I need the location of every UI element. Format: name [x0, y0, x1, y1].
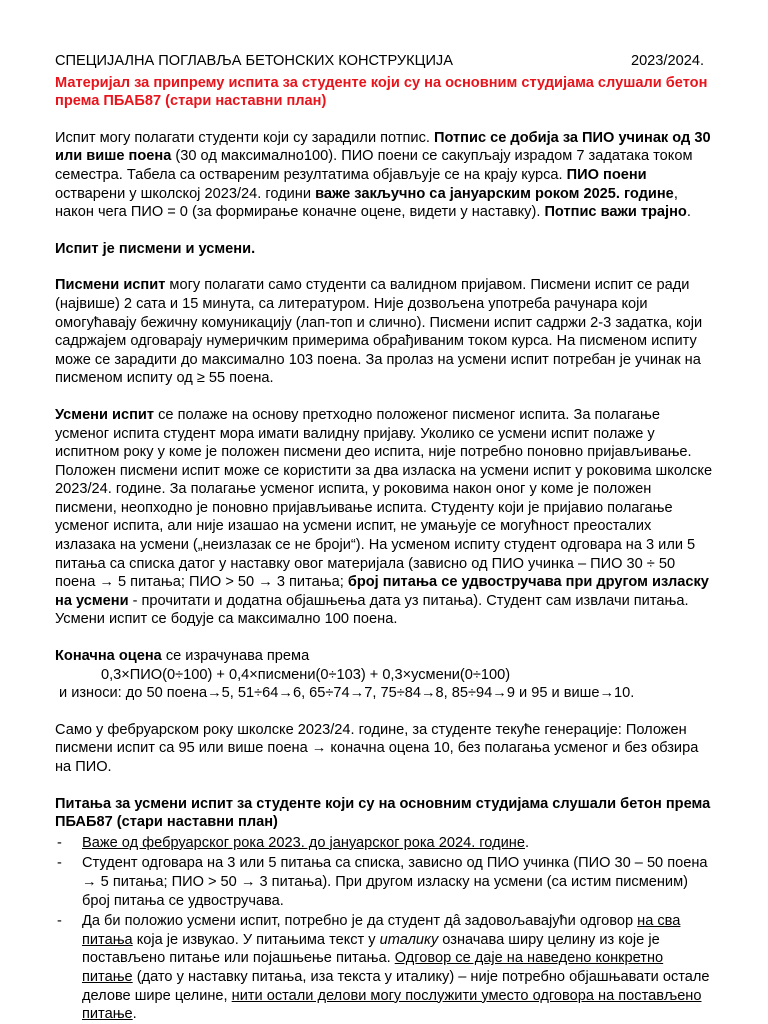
intro-text-5: . [686, 204, 691, 221]
oral-exam-text-1: се полаже на основу претходно положеног писменог испита. За полагање усменог испита студент мора имати валидну пријаву. Уколико се усмени испит полаже у испитном року у коме је положен писмени део испита, није потребно поновно пријављивање. Положен писмени испит може се користити за два изласка на усмени испит у роковима школске 2023/24. године. За полагање усменог испита, у роковима након оног у коме је положен писмени, неопходно је поновно пријављивање испита. Студенту који је пријавио полагање усменог испита, али није изашао на усмени испит, не умањује се могућност преосталих излазака на усмени („неизлазак се не броји“). На усменом испиту студент одговара на 3 или 5 питања са списка датог у наставку овог материјала (зависно од ПИО учинка – ПИО 30 ÷ 50 поена → 5 питања; ПИО > 50 → 3 питања; [55, 406, 713, 591]
written-exam-paragraph [55, 276, 714, 388]
questions-notes-list [55, 834, 714, 1024]
final-grade-label: Коначна оцена [55, 648, 162, 665]
final-grade-section [55, 647, 714, 703]
pass-rule-underline-3: нити остали делови могу послужити уместо одговора на постављено питање [82, 987, 702, 1023]
academic-year: 2023/2024. [630, 53, 704, 69]
final-grade-formula: 0,3×ПИО(0÷100) + 0,4×писмени(0÷103) + 0,3×усмени(0÷100) [101, 666, 511, 683]
intro-text-1: Испит могу полагати студенти који су зарадили потпис. [55, 129, 434, 146]
oral-exam-label: Усмени испит [55, 406, 155, 423]
course-title: СПЕЦИЈАЛНА ПОГЛАВЉА БЕТОНСКИХ КОНСТРУКЦИЈА [55, 53, 453, 69]
validity-period-end: . [524, 834, 530, 851]
questions-heading [55, 795, 714, 832]
oral-exam-paragraph [55, 406, 714, 629]
intro-text-2: (30 од максимално100). ПИО поени се сакупљају израдом 7 задатака током семестра. Табела са оствареним резултатима објављује се на крају курса. [55, 148, 693, 183]
oral-exam-bold: број питања се удвостручава при другом изласку на усмени [55, 574, 709, 609]
written-exam-label: Писмени испит [55, 277, 166, 294]
pass-rule-italic: италику [379, 931, 439, 948]
validity-period: Важе од фебруарског рока 2023. до јануарског рока 2024. године [82, 834, 525, 851]
list-item [55, 854, 714, 910]
intro-bold-1: Потпис се добија за ПИО учинак од 30 или више поена [55, 129, 711, 165]
intro-text-3: остварени у школској 2023/24. години [55, 185, 316, 202]
document-header [55, 52, 714, 71]
questions-heading-text: Питања за усмени испит за студенте који су на основним студијама слушали бетон према ПБАБ87 (стари наставни план) [55, 795, 711, 831]
list-item [55, 912, 714, 1024]
questions-section [55, 795, 714, 1024]
pass-rule-underline-2: Одговор се даје на наведено конкретно питање [82, 950, 664, 985]
pass-rule-text-2: која је извукао. У питањима текст у [132, 931, 380, 948]
final-grade-intro [55, 647, 714, 666]
february-paragraph: Само у фебруарском року школске 2023/24. године, за студенте текуће генерације: Положен писмени испит са 95 или више поена → коначна оцена 10, без полагања усменог и без обзира на ПИО. [55, 721, 699, 775]
pass-rule-text-5: . [132, 1006, 137, 1023]
intro-bold-4: Потпис важи трајно [544, 204, 687, 221]
pass-rule-text-4: (дато у наставку питања, иза текста у италику) – није потребно објашњавати остале делове шире целине, [82, 968, 710, 1004]
oral-exam-text-2: - прочитати и додатна објашњења дата уз питања). Студент сам извлачи питања. Усмени испит се бодује са максимално 100 поена. [55, 592, 689, 628]
pass-rule-underline-1: на сва питања [82, 913, 681, 948]
intro-paragraph [55, 129, 714, 222]
list-item [55, 834, 714, 853]
document-subtitle: Материјал за припрему испита за студенте који су на основним студијама слушали бетон према ПБАБ87 (стари наставни план) [55, 74, 708, 110]
exam-heading [55, 240, 714, 259]
final-grade-scale: и износи: до 50 поена→5, 51÷64→6, 65÷74→7, 75÷84→8, 85÷94→9 и 95 и више→10. [59, 685, 635, 702]
pass-rule-text-1: Да би положио усмени испит, потребно је да студент дâ задовољавајући одговор [82, 913, 638, 930]
exam-heading-text: Испит је писмени и усмени. [55, 240, 256, 257]
question-count-note: Студент одговара на 3 или 5 питања са списка, зависно од ПИО учинка (ПИО 30 – 50 поена → 5 питања; ПИО > 50 → 3 питања). При другом изласку на усмени (са истим писменим) број питања се удвостручава. [82, 855, 708, 909]
pass-rule-text-3: означава ширу целину из које је постављено питање или појашњење питања. [82, 931, 660, 967]
intro-text-4: , након чега ПИО = 0 (за формирање коначне оцене, видети у наставку). [55, 185, 678, 221]
intro-bold-3: важе закључно са јануарским роком 2025. године [315, 185, 674, 202]
written-exam-text: могу полагати само студенти са валидном пријавом. Писмени испит се ради (највише) 2 сата и 15 минута, са литературом. Није дозвољена употреба рачунара који омогућавају бежичну комуникацију (лап-топ и слично). Писмени испит садржи 2-3 задатка, који садржајем одговарају нумеричким примерима обрађиваним током курса. На писменом испиту може се зарадити до максимално 103 поена. За пролаз на усмени испит потребан је учинак на писменом испиту од ≥ 55 поена. [55, 277, 703, 387]
final-grade-text: се израчунава према [161, 648, 310, 665]
intro-bold-2: ПИО поени [566, 166, 647, 183]
